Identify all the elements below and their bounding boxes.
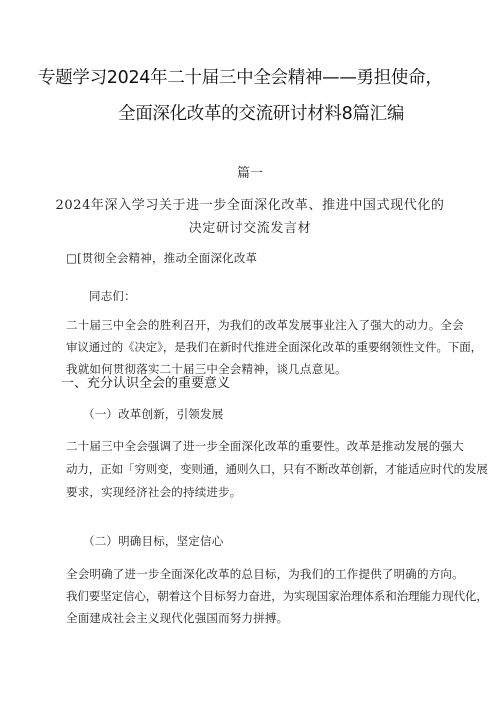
paragraph-2-line-1: 二十届三中全会强调了进一步全面深化改革的重要性。改革是推动发展的强大 (66, 439, 464, 453)
heading-1: 一、充分认识全会的重要意义 (61, 376, 231, 391)
section-label: 篇一 (236, 166, 263, 181)
article-subtitle-line2: 决定研讨交流发言材 (188, 221, 312, 236)
paragraph-1-line-2: 审议通过的《决定》，是我们在新时代推进全面深化改革的重要纲领性文件。下面， (66, 340, 483, 354)
document-title-line2: 全面深化改革的交流研讨材料8篇汇编 (118, 104, 405, 124)
salutation: 同志们： (89, 289, 136, 303)
document-title-line1: 专题学习2024年二十届三中全会精神——勇担使命， (38, 68, 443, 88)
subheading-1: （一）改革创新，引领发展 (83, 407, 224, 421)
paragraph-2-line-2: 动力，正如「穷则变，变则通，通则久口，只有不断改革创新，才能适应时代的发展 (66, 462, 488, 476)
paragraph-1-line-3: 我就如何贯彻落实二十届三中全会精神，谈几点意见。 (66, 362, 347, 376)
paragraph-3-line-1: 全会明确了进一步全面深化改革的总目标，为我们的工作提供了明确的方向。 (66, 567, 464, 581)
paragraph-3-line-3: 全面建成社会主义现代化强国而努力拼搏。 (66, 611, 289, 625)
paragraph-1-line-1: 二十届三中全会的胜利召开，为我们的改革发展事业注入了强大的动力。全会 (66, 318, 464, 332)
paragraph-2-line-3: 要求，实现经济社会的持续进步。 (66, 485, 242, 499)
subheading-2: （二）明确目标，坚定信心 (83, 534, 224, 548)
lead-heading: □[贯彻全会精神，推动全面深化改革 (66, 251, 258, 265)
paragraph-3-line-2: 我们要坚定信心，朝着这个目标努力奋进，为实现国家治理体系和治理能力现代化， (66, 589, 488, 603)
article-subtitle-line1: 2024年深入学习关于进一步全面深化改革、推进中国式现代化的 (55, 198, 445, 213)
